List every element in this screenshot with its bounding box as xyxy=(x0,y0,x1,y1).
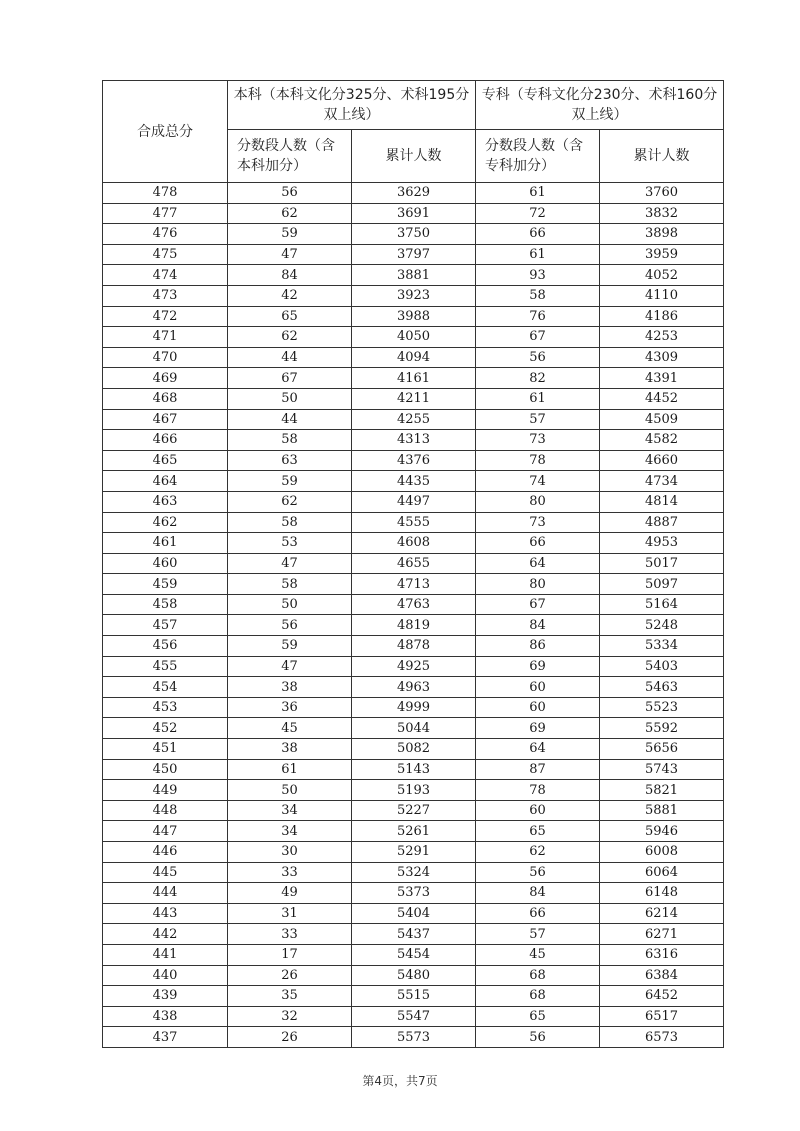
cell-zhuanke-segment: 66 xyxy=(476,903,600,924)
cell-total-score: 465 xyxy=(103,450,228,471)
cell-benke-cumulative: 4497 xyxy=(352,491,476,512)
cell-benke-segment: 62 xyxy=(228,327,352,348)
cell-zhuanke-cumulative: 5743 xyxy=(600,759,724,780)
cell-zhuanke-cumulative: 4391 xyxy=(600,368,724,389)
cell-zhuanke-segment: 56 xyxy=(476,347,600,368)
header-benke-cumulative: 累计人数 xyxy=(352,130,476,183)
cell-zhuanke-segment: 84 xyxy=(476,883,600,904)
cell-benke-segment: 34 xyxy=(228,821,352,842)
table-header xyxy=(103,81,724,183)
cell-total-score: 458 xyxy=(103,594,228,615)
cell-benke-segment: 49 xyxy=(228,883,352,904)
header-total-score: 合成总分 xyxy=(103,81,228,183)
cell-benke-segment: 67 xyxy=(228,368,352,389)
cell-benke-cumulative: 5193 xyxy=(352,780,476,801)
table-row xyxy=(103,512,724,533)
cell-benke-cumulative: 4376 xyxy=(352,450,476,471)
cell-benke-segment: 59 xyxy=(228,471,352,492)
cell-total-score: 448 xyxy=(103,800,228,821)
cell-benke-cumulative: 3923 xyxy=(352,285,476,306)
cell-total-score: 454 xyxy=(103,677,228,698)
table-row xyxy=(103,883,724,904)
cell-benke-segment: 38 xyxy=(228,739,352,760)
cell-zhuanke-cumulative: 4734 xyxy=(600,471,724,492)
cell-zhuanke-segment: 56 xyxy=(476,1027,600,1048)
cell-total-score: 473 xyxy=(103,285,228,306)
header-group-benke-label: 本科（本科文化分325分、术科195分双上线） xyxy=(233,87,470,123)
table-row xyxy=(103,986,724,1007)
cell-zhuanke-segment: 65 xyxy=(476,821,600,842)
cell-benke-cumulative: 5480 xyxy=(352,965,476,986)
cell-benke-segment: 38 xyxy=(228,677,352,698)
cell-benke-cumulative: 4963 xyxy=(352,677,476,698)
table-row xyxy=(103,553,724,574)
cell-zhuanke-cumulative: 6316 xyxy=(600,944,724,965)
cell-zhuanke-cumulative: 5463 xyxy=(600,677,724,698)
cell-total-score: 440 xyxy=(103,965,228,986)
cell-zhuanke-cumulative: 5017 xyxy=(600,553,724,574)
cell-zhuanke-segment: 73 xyxy=(476,512,600,533)
cell-zhuanke-segment: 68 xyxy=(476,986,600,1007)
cell-benke-segment: 47 xyxy=(228,553,352,574)
cell-benke-cumulative: 4555 xyxy=(352,512,476,533)
table-row xyxy=(103,244,724,265)
cell-benke-cumulative: 4763 xyxy=(352,594,476,615)
cell-benke-segment: 47 xyxy=(228,244,352,265)
cell-benke-cumulative: 3629 xyxy=(352,183,476,204)
header-zhuanke-segment xyxy=(476,130,600,183)
cell-zhuanke-cumulative: 4887 xyxy=(600,512,724,533)
cell-benke-cumulative: 5437 xyxy=(352,924,476,945)
cell-benke-segment: 61 xyxy=(228,759,352,780)
cell-total-score: 477 xyxy=(103,203,228,224)
table-row xyxy=(103,574,724,595)
cell-zhuanke-segment: 78 xyxy=(476,780,600,801)
cell-zhuanke-cumulative: 6064 xyxy=(600,862,724,883)
cell-total-score: 462 xyxy=(103,512,228,533)
cell-total-score: 451 xyxy=(103,739,228,760)
cell-zhuanke-segment: 45 xyxy=(476,944,600,965)
header-benke-segment xyxy=(228,130,352,183)
cell-benke-cumulative: 4925 xyxy=(352,656,476,677)
cell-total-score: 463 xyxy=(103,491,228,512)
cell-zhuanke-cumulative: 5523 xyxy=(600,697,724,718)
cell-zhuanke-cumulative: 4953 xyxy=(600,533,724,554)
cell-total-score: 452 xyxy=(103,718,228,739)
header-group-benke xyxy=(228,81,476,130)
table-row xyxy=(103,697,724,718)
table-row xyxy=(103,739,724,760)
cell-benke-cumulative: 3691 xyxy=(352,203,476,224)
cell-zhuanke-segment: 86 xyxy=(476,636,600,657)
cell-total-score: 437 xyxy=(103,1027,228,1048)
cell-benke-segment: 59 xyxy=(228,636,352,657)
cell-benke-segment: 26 xyxy=(228,1027,352,1048)
cell-zhuanke-segment: 80 xyxy=(476,491,600,512)
cell-zhuanke-cumulative: 6452 xyxy=(600,986,724,1007)
cell-zhuanke-segment: 60 xyxy=(476,677,600,698)
table-row xyxy=(103,1027,724,1048)
table-row xyxy=(103,368,724,389)
cell-benke-segment: 62 xyxy=(228,203,352,224)
cell-benke-cumulative: 5373 xyxy=(352,883,476,904)
cell-total-score: 460 xyxy=(103,553,228,574)
cell-zhuanke-cumulative: 5592 xyxy=(600,718,724,739)
cell-zhuanke-cumulative: 6271 xyxy=(600,924,724,945)
table-row xyxy=(103,800,724,821)
cell-total-score: 474 xyxy=(103,265,228,286)
table-row xyxy=(103,347,724,368)
table-row xyxy=(103,306,724,327)
cell-zhuanke-segment: 76 xyxy=(476,306,600,327)
cell-zhuanke-cumulative: 6008 xyxy=(600,842,724,863)
cell-zhuanke-segment: 61 xyxy=(476,244,600,265)
cell-benke-segment: 44 xyxy=(228,347,352,368)
cell-total-score: 444 xyxy=(103,883,228,904)
table-row xyxy=(103,471,724,492)
cell-zhuanke-segment: 80 xyxy=(476,574,600,595)
cell-benke-cumulative: 4713 xyxy=(352,574,476,595)
cell-zhuanke-segment: 64 xyxy=(476,553,600,574)
cell-zhuanke-cumulative: 4660 xyxy=(600,450,724,471)
cell-benke-segment: 63 xyxy=(228,450,352,471)
cell-total-score: 461 xyxy=(103,533,228,554)
cell-zhuanke-cumulative: 6384 xyxy=(600,965,724,986)
cell-total-score: 438 xyxy=(103,1006,228,1027)
cell-benke-cumulative: 5573 xyxy=(352,1027,476,1048)
cell-benke-segment: 50 xyxy=(228,388,352,409)
header-zhuanke-segment-label: 分数段人数（含专科加分） xyxy=(485,138,584,174)
cell-benke-cumulative: 5143 xyxy=(352,759,476,780)
cell-total-score: 466 xyxy=(103,430,228,451)
cell-total-score: 476 xyxy=(103,224,228,245)
cell-benke-cumulative: 5515 xyxy=(352,986,476,1007)
cell-benke-segment: 50 xyxy=(228,594,352,615)
table-row xyxy=(103,183,724,204)
cell-benke-segment: 31 xyxy=(228,903,352,924)
cell-zhuanke-segment: 66 xyxy=(476,533,600,554)
cell-zhuanke-cumulative: 5656 xyxy=(600,739,724,760)
cell-benke-segment: 17 xyxy=(228,944,352,965)
cell-total-score: 439 xyxy=(103,986,228,1007)
table-row xyxy=(103,780,724,801)
cell-zhuanke-segment: 61 xyxy=(476,388,600,409)
cell-benke-cumulative: 3750 xyxy=(352,224,476,245)
cell-benke-cumulative: 4655 xyxy=(352,553,476,574)
score-distribution-table xyxy=(102,80,724,1048)
cell-benke-segment: 47 xyxy=(228,656,352,677)
cell-benke-segment: 35 xyxy=(228,986,352,1007)
cell-zhuanke-cumulative: 6517 xyxy=(600,1006,724,1027)
cell-benke-cumulative: 4608 xyxy=(352,533,476,554)
table-row xyxy=(103,821,724,842)
table-row xyxy=(103,656,724,677)
table-row xyxy=(103,842,724,863)
cell-zhuanke-segment: 62 xyxy=(476,842,600,863)
cell-zhuanke-segment: 67 xyxy=(476,594,600,615)
cell-benke-segment: 58 xyxy=(228,512,352,533)
cell-benke-cumulative: 3797 xyxy=(352,244,476,265)
cell-total-score: 445 xyxy=(103,862,228,883)
cell-benke-segment: 34 xyxy=(228,800,352,821)
cell-zhuanke-segment: 65 xyxy=(476,1006,600,1027)
cell-benke-segment: 62 xyxy=(228,491,352,512)
cell-total-score: 447 xyxy=(103,821,228,842)
cell-zhuanke-cumulative: 5821 xyxy=(600,780,724,801)
cell-total-score: 456 xyxy=(103,636,228,657)
cell-benke-cumulative: 5547 xyxy=(352,1006,476,1027)
cell-benke-cumulative: 4999 xyxy=(352,697,476,718)
cell-total-score: 472 xyxy=(103,306,228,327)
table-row xyxy=(103,533,724,554)
table-row xyxy=(103,615,724,636)
cell-total-score: 464 xyxy=(103,471,228,492)
cell-zhuanke-cumulative: 3898 xyxy=(600,224,724,245)
cell-benke-cumulative: 4313 xyxy=(352,430,476,451)
cell-benke-cumulative: 5291 xyxy=(352,842,476,863)
cell-zhuanke-cumulative: 4186 xyxy=(600,306,724,327)
cell-total-score: 459 xyxy=(103,574,228,595)
header-group-zhuanke xyxy=(476,81,724,130)
table-row xyxy=(103,491,724,512)
cell-total-score: 469 xyxy=(103,368,228,389)
page-number-footer: 第4页，共7页 xyxy=(362,1074,438,1088)
cell-zhuanke-segment: 66 xyxy=(476,224,600,245)
table-body xyxy=(103,183,724,1048)
cell-zhuanke-segment: 57 xyxy=(476,409,600,430)
cell-zhuanke-segment: 68 xyxy=(476,965,600,986)
table-row xyxy=(103,224,724,245)
cell-total-score: 455 xyxy=(103,656,228,677)
cell-zhuanke-cumulative: 5097 xyxy=(600,574,724,595)
cell-benke-cumulative: 4819 xyxy=(352,615,476,636)
cell-benke-segment: 58 xyxy=(228,574,352,595)
cell-zhuanke-cumulative: 3959 xyxy=(600,244,724,265)
cell-total-score: 457 xyxy=(103,615,228,636)
cell-zhuanke-segment: 67 xyxy=(476,327,600,348)
cell-benke-segment: 45 xyxy=(228,718,352,739)
cell-zhuanke-cumulative: 6148 xyxy=(600,883,724,904)
cell-zhuanke-cumulative: 6214 xyxy=(600,903,724,924)
cell-total-score: 441 xyxy=(103,944,228,965)
cell-zhuanke-segment: 82 xyxy=(476,368,600,389)
cell-benke-cumulative: 5404 xyxy=(352,903,476,924)
cell-benke-cumulative: 4050 xyxy=(352,327,476,348)
table-row xyxy=(103,594,724,615)
cell-benke-cumulative: 5082 xyxy=(352,739,476,760)
table-row xyxy=(103,203,724,224)
cell-zhuanke-segment: 64 xyxy=(476,739,600,760)
cell-zhuanke-segment: 61 xyxy=(476,183,600,204)
cell-benke-cumulative: 5324 xyxy=(352,862,476,883)
table-row xyxy=(103,944,724,965)
cell-benke-cumulative: 5454 xyxy=(352,944,476,965)
header-benke-segment-label: 分数段人数（含本科加分） xyxy=(237,138,335,174)
cell-benke-segment: 33 xyxy=(228,862,352,883)
cell-zhuanke-cumulative: 6573 xyxy=(600,1027,724,1048)
cell-zhuanke-cumulative: 4052 xyxy=(600,265,724,286)
cell-zhuanke-cumulative: 4814 xyxy=(600,491,724,512)
cell-benke-segment: 56 xyxy=(228,183,352,204)
cell-benke-segment: 53 xyxy=(228,533,352,554)
cell-zhuanke-cumulative: 5164 xyxy=(600,594,724,615)
cell-zhuanke-cumulative: 3832 xyxy=(600,203,724,224)
cell-benke-cumulative: 5044 xyxy=(352,718,476,739)
table-row xyxy=(103,285,724,306)
cell-benke-cumulative: 3988 xyxy=(352,306,476,327)
table-row xyxy=(103,388,724,409)
table-row xyxy=(103,450,724,471)
cell-benke-cumulative: 4161 xyxy=(352,368,476,389)
cell-zhuanke-segment: 57 xyxy=(476,924,600,945)
table-row xyxy=(103,409,724,430)
cell-total-score: 442 xyxy=(103,924,228,945)
cell-benke-segment: 26 xyxy=(228,965,352,986)
cell-total-score: 450 xyxy=(103,759,228,780)
table-row xyxy=(103,265,724,286)
cell-benke-segment: 65 xyxy=(228,306,352,327)
cell-benke-segment: 42 xyxy=(228,285,352,306)
cell-benke-segment: 84 xyxy=(228,265,352,286)
cell-zhuanke-segment: 60 xyxy=(476,800,600,821)
cell-benke-segment: 44 xyxy=(228,409,352,430)
cell-zhuanke-cumulative: 5403 xyxy=(600,656,724,677)
cell-zhuanke-cumulative: 5248 xyxy=(600,615,724,636)
cell-benke-segment: 30 xyxy=(228,842,352,863)
cell-zhuanke-segment: 60 xyxy=(476,697,600,718)
cell-benke-segment: 56 xyxy=(228,615,352,636)
cell-benke-segment: 59 xyxy=(228,224,352,245)
cell-total-score: 471 xyxy=(103,327,228,348)
cell-zhuanke-segment: 73 xyxy=(476,430,600,451)
table-row xyxy=(103,924,724,945)
cell-benke-cumulative: 5227 xyxy=(352,800,476,821)
table-row xyxy=(103,862,724,883)
cell-total-score: 468 xyxy=(103,388,228,409)
cell-benke-cumulative: 4255 xyxy=(352,409,476,430)
table-row xyxy=(103,430,724,451)
cell-benke-segment: 36 xyxy=(228,697,352,718)
table-row xyxy=(103,718,724,739)
cell-total-score: 449 xyxy=(103,780,228,801)
cell-total-score: 443 xyxy=(103,903,228,924)
cell-zhuanke-cumulative: 4452 xyxy=(600,388,724,409)
cell-benke-cumulative: 3881 xyxy=(352,265,476,286)
table-row xyxy=(103,1006,724,1027)
cell-zhuanke-segment: 69 xyxy=(476,718,600,739)
table-row xyxy=(103,636,724,657)
cell-benke-segment: 33 xyxy=(228,924,352,945)
cell-benke-cumulative: 4211 xyxy=(352,388,476,409)
cell-zhuanke-cumulative: 3760 xyxy=(600,183,724,204)
cell-zhuanke-segment: 87 xyxy=(476,759,600,780)
cell-zhuanke-segment: 58 xyxy=(476,285,600,306)
cell-zhuanke-segment: 74 xyxy=(476,471,600,492)
cell-zhuanke-segment: 78 xyxy=(476,450,600,471)
cell-benke-segment: 32 xyxy=(228,1006,352,1027)
cell-benke-segment: 58 xyxy=(228,430,352,451)
table-row xyxy=(103,327,724,348)
cell-zhuanke-segment: 93 xyxy=(476,265,600,286)
cell-zhuanke-cumulative: 5881 xyxy=(600,800,724,821)
header-group-zhuanke-label: 专科（专科文化分230分、术科160分双上线） xyxy=(481,87,718,123)
cell-zhuanke-cumulative: 4253 xyxy=(600,327,724,348)
cell-zhuanke-cumulative: 5334 xyxy=(600,636,724,657)
cell-total-score: 478 xyxy=(103,183,228,204)
cell-zhuanke-segment: 69 xyxy=(476,656,600,677)
cell-zhuanke-cumulative: 4509 xyxy=(600,409,724,430)
cell-total-score: 475 xyxy=(103,244,228,265)
table-row xyxy=(103,903,724,924)
cell-total-score: 453 xyxy=(103,697,228,718)
cell-zhuanke-segment: 56 xyxy=(476,862,600,883)
cell-benke-cumulative: 4094 xyxy=(352,347,476,368)
cell-benke-cumulative: 5261 xyxy=(352,821,476,842)
header-zhuanke-cumulative: 累计人数 xyxy=(600,130,724,183)
cell-zhuanke-cumulative: 4110 xyxy=(600,285,724,306)
cell-zhuanke-cumulative: 4309 xyxy=(600,347,724,368)
cell-zhuanke-segment: 84 xyxy=(476,615,600,636)
cell-benke-segment: 50 xyxy=(228,780,352,801)
cell-zhuanke-segment: 72 xyxy=(476,203,600,224)
table-row xyxy=(103,677,724,698)
cell-benke-cumulative: 4878 xyxy=(352,636,476,657)
cell-total-score: 470 xyxy=(103,347,228,368)
table-row xyxy=(103,965,724,986)
cell-total-score: 446 xyxy=(103,842,228,863)
cell-zhuanke-cumulative: 5946 xyxy=(600,821,724,842)
cell-total-score: 467 xyxy=(103,409,228,430)
cell-zhuanke-cumulative: 4582 xyxy=(600,430,724,451)
table-row xyxy=(103,759,724,780)
cell-benke-cumulative: 4435 xyxy=(352,471,476,492)
